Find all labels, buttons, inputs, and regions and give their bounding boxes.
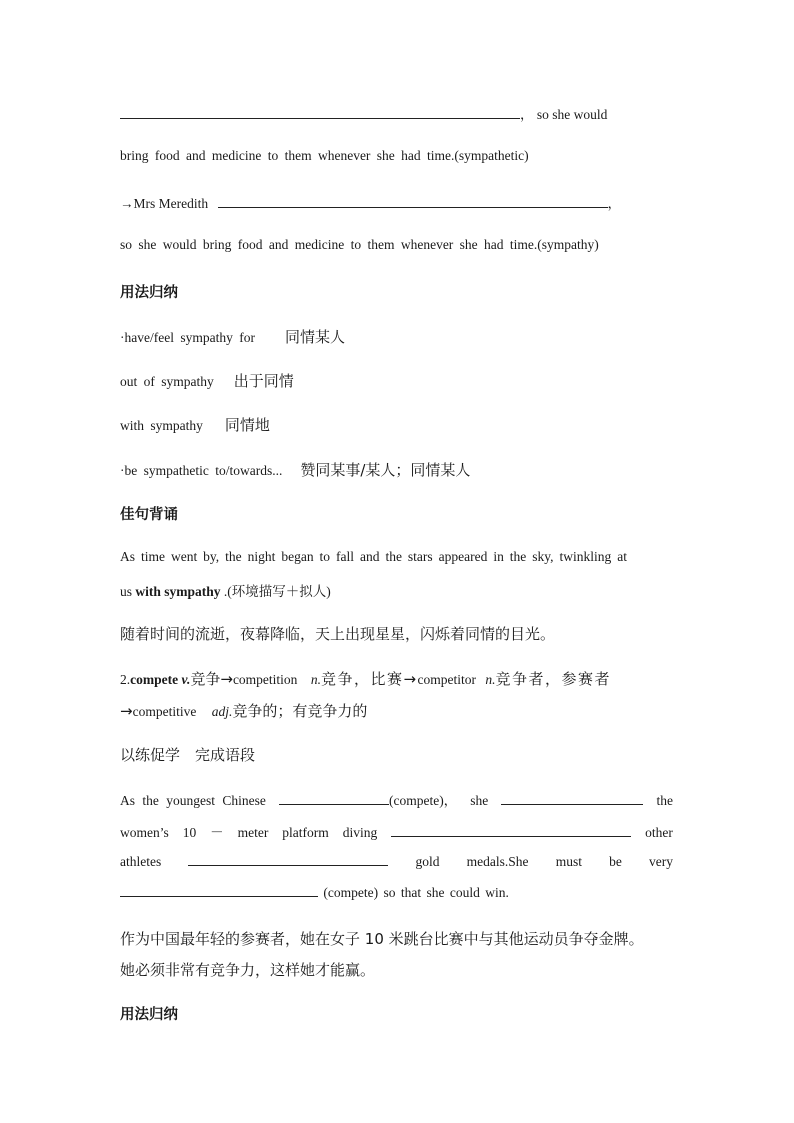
practice-line-4: (compete) so that she could win. (120, 883, 509, 901)
model-sentence-cn: 随着时间的流逝，夜幕降临，天上出现星星，闪烁着同情的目光。 (120, 625, 556, 643)
practice-translation-2: 她必须非常有竞争力，这样她才能赢。 (120, 961, 376, 979)
sentence-line-2: bring food and medicine to them whenever she had time.(sympathetic) (120, 148, 529, 163)
sentence-tail: ， so she would (520, 107, 608, 122)
answer-blank[interactable] (501, 791, 643, 805)
practice-line-2: women’s 10 － meter platform diving other (120, 825, 673, 840)
usage-item: ·have/feel sympathy for 同情某人 (120, 328, 345, 346)
usage-item: with sympathy 同情地 (120, 416, 270, 434)
sentence-lead: →Mrs Meredith (120, 196, 209, 211)
section-heading-practice: 以练促学 完成语段 (120, 746, 256, 764)
answer-blank[interactable] (279, 791, 389, 805)
word-entry-competitive: →competitive adj.竞争的；有竞争力的 (120, 702, 368, 720)
sentence-line-3 (120, 192, 621, 212)
practice-line-1: As the youngest Chinese (compete)， she the (120, 793, 673, 808)
answer-blank[interactable] (120, 883, 318, 897)
answer-blank[interactable] (391, 823, 631, 837)
answer-blank[interactable] (218, 194, 608, 208)
practice-line-3: athletes gold medals.She must be very (120, 854, 673, 869)
sentence-tail: ， (607, 196, 621, 211)
answer-blank[interactable] (120, 105, 520, 119)
section-heading-sentence: 佳句背诵 (120, 507, 178, 523)
usage-item: ·be sympathetic to/towards... 赞同某事/某人；同情某人 (120, 461, 471, 479)
usage-item: out of sympathy 出于同情 (120, 372, 294, 390)
answer-blank[interactable] (188, 852, 388, 866)
section-heading-usage: 用法归纳 (120, 285, 178, 301)
practice-translation-1: 作为中国最年轻的参赛者，她在女子 10 米跳台比赛中与其他运动员争夺金牌。 (120, 930, 644, 948)
sentence-line-1 (120, 103, 607, 123)
model-sentence-en: As time went by, the night began to fall and the stars appeared in the sky, twinkling at (120, 549, 627, 564)
sentence-line-4: so she would bring food and medicine to them whenever she had time.(sympathy) (120, 237, 599, 252)
section-heading-usage-2: 用法归纳 (120, 1007, 178, 1023)
model-sentence-en-cont: us with sympathy .(环境描写＋拟人) (120, 584, 331, 599)
word-entry-compete: 2.compete v.竞争→competition n.竞争，比赛→competitor n.竞争者，参赛者 (120, 670, 612, 688)
